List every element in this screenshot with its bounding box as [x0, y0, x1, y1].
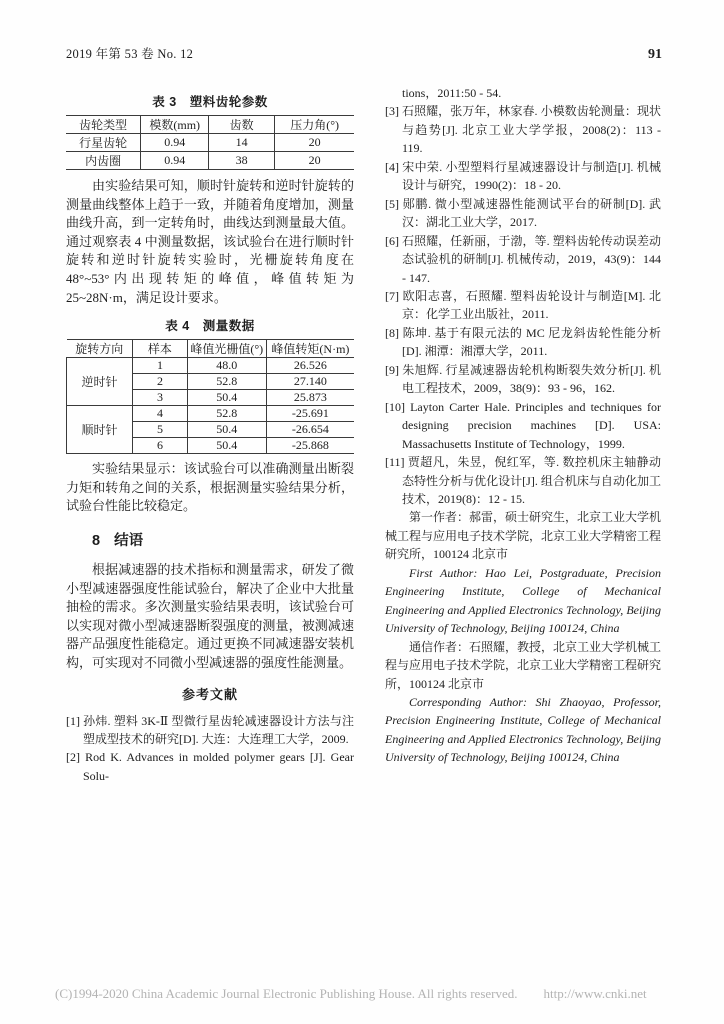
table-3-gear-parameters	[66, 115, 354, 170]
table-4-caption: 表 4 测量数据	[165, 319, 255, 334]
table-cell: 6	[133, 438, 188, 454]
table-4-header-cell: 峰值光栅值(°)	[187, 340, 266, 358]
table-cell: -25.868	[266, 438, 354, 454]
table-cell: 38	[209, 152, 275, 170]
body-paragraph: 由实验结果可知，顺时针旋转和逆时针旋转的测量曲线整体上趋于一致，并随着角度增加，测量曲线升高，到一定转角时，曲线达到测量最大值。通过观察表 4 中测量数据，该试验台在进行顺时针旋转和逆时针旋转实验时，光栅旋转角度在 48°~53°内出现转矩的峰值，峰值转矩为 25~28N·m，满足设计要求。	[66, 178, 354, 305]
table-3-header-row	[66, 116, 354, 134]
page-number: 91	[648, 47, 662, 62]
section-title: 结语	[114, 532, 144, 549]
table-cell: 48.0	[187, 358, 266, 374]
table-4-header-cell: 峰值转矩(N·m)	[266, 340, 354, 358]
table-cell: -26.654	[266, 422, 354, 438]
table-row	[67, 358, 355, 374]
table-cell: 行星齿轮	[66, 134, 141, 152]
corresponding-author-info-en: Corresponding Author: Shi Zhaoyao, Professor, Precision Engineering Institute, College of Mechanical Engineering and Applied Electronics Technology, Beijing University of Technology, Beijing 100124, China	[385, 694, 661, 765]
right-column	[385, 84, 661, 767]
table-3-header-cell: 齿数	[209, 116, 275, 134]
table-row	[66, 134, 354, 152]
table-cell: 14	[209, 134, 275, 152]
body-paragraph: 实验结果显示：该试验台可以准确测量出断裂力矩和转角之间的关系，根据测量实验结果分析，试验台性能比较稳定。	[66, 461, 354, 514]
table-4-header-cell: 样本	[133, 340, 188, 358]
reference-item: [4] 宋中荣. 小型塑料行星减速器设计与制造[J]. 机械设计与研究，1990(2)：18 - 20.	[385, 159, 661, 193]
table-3-header-cell: 压力角(°)	[275, 116, 354, 134]
table-4-measurement-data	[66, 339, 354, 454]
table-cell: -25.691	[266, 406, 354, 422]
table-3-header-cell: 模数(mm)	[141, 116, 209, 134]
table-cell: 内齿圈	[66, 152, 141, 170]
reference-list-right	[385, 84, 661, 508]
rotation-direction-cell: 顺时针	[67, 406, 133, 454]
reference-item: [2] Rod K. Advances in molded polymer gears [J]. Gear Solu-	[66, 750, 354, 783]
table-cell: 1	[133, 358, 188, 374]
table-cell: 5	[133, 422, 188, 438]
first-author-info-en: First Author: Hao Lei, Postgraduate, Precision Engineering Institute, College of Mechanical Engineering and Applied Electronics Technology, Beijing University of Technology, Beijing 100124, China	[385, 565, 661, 636]
table-cell: 0.94	[141, 152, 209, 170]
reference-item: [5] 郧鹏. 微小型减速器性能测试平台的研制[D]. 武汉：湖北工业大学，2017.	[385, 196, 661, 230]
page-header	[66, 44, 662, 63]
body-paragraph: 根据减速器的技术指标和测量需求，研发了微小型减速器强度性能试验台，解决了企业中大批量抽检的需求。多次测量实验结果表明，该试验台可以实现对微小型减速器断裂强度的测量，被测减速器产品强度性能稳定。通过更换不同减速器安装机构，可实现对不同微小型减速器的强度性能测量。	[66, 561, 354, 670]
references-heading: 参考文献	[181, 686, 238, 702]
footer-copyright: (C)1994-2020 China Academic Journal Electronic Publishing House. All rights reserved.	[55, 986, 518, 1001]
table-cell: 25.873	[266, 390, 354, 406]
table-cell: 26.526	[266, 358, 354, 374]
table-cell: 52.8	[187, 374, 266, 390]
table-3-header-cell: 齿轮类型	[66, 116, 141, 134]
journal-issue-info: 2019 年第 53 卷 No. 12	[66, 47, 194, 61]
rotation-direction-cell: 逆时针	[67, 358, 133, 406]
reference-continuation: tions，2011:50 - 54.	[402, 86, 502, 100]
footer-url: http://www.cnki.net	[543, 986, 647, 1001]
table-row	[67, 406, 355, 422]
reference-list-left	[66, 712, 354, 786]
corresponding-author-info-zh: 通信作者：石照耀，教授，北京工业大学机械工程与应用电子技术学院，北京工业大学精密工程研究所，100124 北京市	[385, 639, 662, 691]
left-column	[66, 92, 354, 785]
table-cell: 20	[275, 134, 354, 152]
table-cell: 3	[133, 390, 188, 406]
table-3-caption: 表 3 塑料齿轮参数	[152, 95, 268, 109]
table-cell: 50.4	[187, 438, 266, 454]
table-cell: 20	[275, 152, 354, 170]
table-cell: 50.4	[187, 390, 266, 406]
table-4-header-row	[67, 340, 355, 358]
table-cell: 27.140	[266, 374, 354, 390]
reference-item: [7] 欧阳志喜，石照耀. 塑料齿轮设计与制造[M]. 北京：化学工业出版社，2011.	[385, 288, 661, 322]
first-author-info-zh: 第一作者：郝雷，硕士研究生，北京工业大学机械工程与应用电子技术学院，北京工业大学精密工程研究所，100124 北京市	[385, 510, 662, 562]
reference-item: [1] 孙炜. 塑料 3K-Ⅱ 型微行星齿轮减速器设计方法与注塑成型技术的研究[D]. 大连：大连理工大学，2009.	[66, 713, 354, 746]
reference-item: [10] Layton Carter Hale. Principles and techniques for designing precision machines [D]. USA: Massachusetts Institute of Technology，1999.	[385, 399, 661, 451]
section-number: 8	[92, 532, 101, 549]
reference-item: [9] 朱旭辉. 行星减速器齿轮机构断裂失效分析[J]. 机电工程技术，2009，38(9)：93 - 96，162.	[385, 362, 661, 396]
table-cell: 2	[133, 374, 188, 390]
page-footer	[55, 986, 684, 1002]
table-row	[66, 152, 354, 170]
table-cell: 4	[133, 406, 188, 422]
reference-item: [6] 石照耀，任新丽，于渤，等. 塑料齿轮传动误差动态试验机的研制[J]. 机械传动，2019，43(9)：144 - 147.	[385, 233, 661, 285]
table-cell: 50.4	[187, 422, 266, 438]
reference-item: [8] 陈坤. 基于有限元法的 MC 尼龙斜齿轮性能分析[D]. 湘潭：湘潭大学，2011.	[385, 325, 661, 359]
section-heading-conclusion	[66, 529, 354, 550]
table-cell: 52.8	[187, 406, 266, 422]
table-4-header-cell: 旋转方向	[67, 340, 133, 358]
table-cell: 0.94	[141, 134, 209, 152]
reference-item: [3] 石照耀，张万年，林家春. 小模数齿轮测量：现状与趋势[J]. 北京工业大学学报，2008(2)：113 - 119.	[385, 104, 661, 156]
reference-item: [11] 贾超凡，朱昱，倪红军，等. 数控机床主轴静动态特性分析与优化设计[J]. 组合机床与自动化加工技术，2019(8)：12 - 15.	[385, 455, 661, 506]
